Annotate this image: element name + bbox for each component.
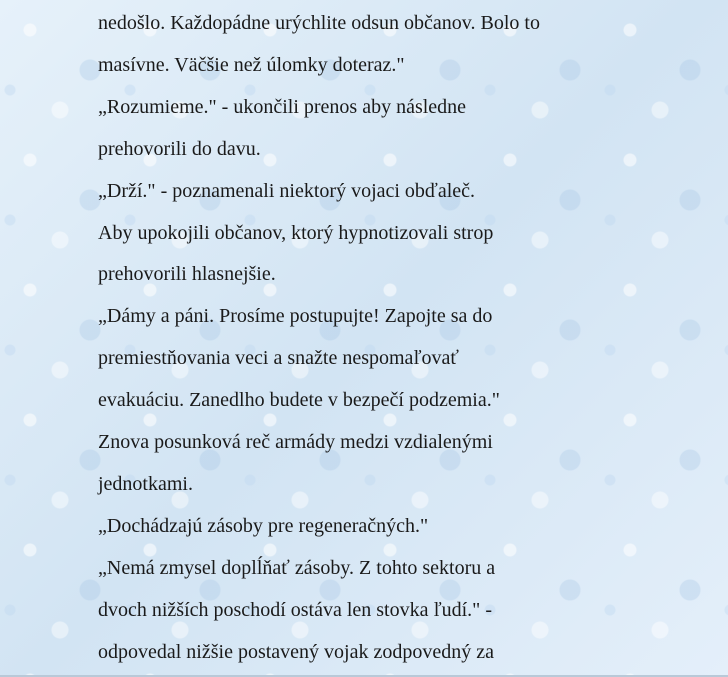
text-line: evakuáciu. Zanedlho budete v bezpečí podzemia." [98,389,500,412]
text-line: „Rozumieme." - ukončili prenos aby následne [98,95,467,118]
text-line: odpovedal nižšie postavený vojak zodpovedný za [98,640,494,663]
text-line: „Dochádzajú zásoby pre regeneračných." [98,514,429,537]
text-line: „Drží." - poznamenali niektorý vojaci obďaleč. [98,179,476,202]
text-line: premiestňovania veci a snažte nespomaľovať [98,347,459,370]
text-line: nedošlo. Každopádne urýchlite odsun občanov. Bolo to [98,12,540,34]
document-body [98,3,658,674]
text-line: prehovorili hlasnejšie. [98,263,276,286]
text-line: „Dámy a páni. Prosíme postupujte! Zapojte sa do [98,305,493,328]
text-line: jednotkami. [98,472,193,495]
text-line: dvoch nižších poschodí ostáva len stovka ľudí." - [98,598,492,621]
text-line: Znova posunková reč armády medzi vzdialenými [98,431,493,454]
text-line: Aby upokojili občanov, ktorý hypnotizovali strop [98,221,494,244]
text-line: „Nemá zmysel doplĺňať zásoby. Z tohto sektoru a [98,556,496,579]
text-line: prehovorili do davu. [98,137,261,160]
text-line: masívne. Väčšie než úlomky doteraz." [98,53,405,76]
